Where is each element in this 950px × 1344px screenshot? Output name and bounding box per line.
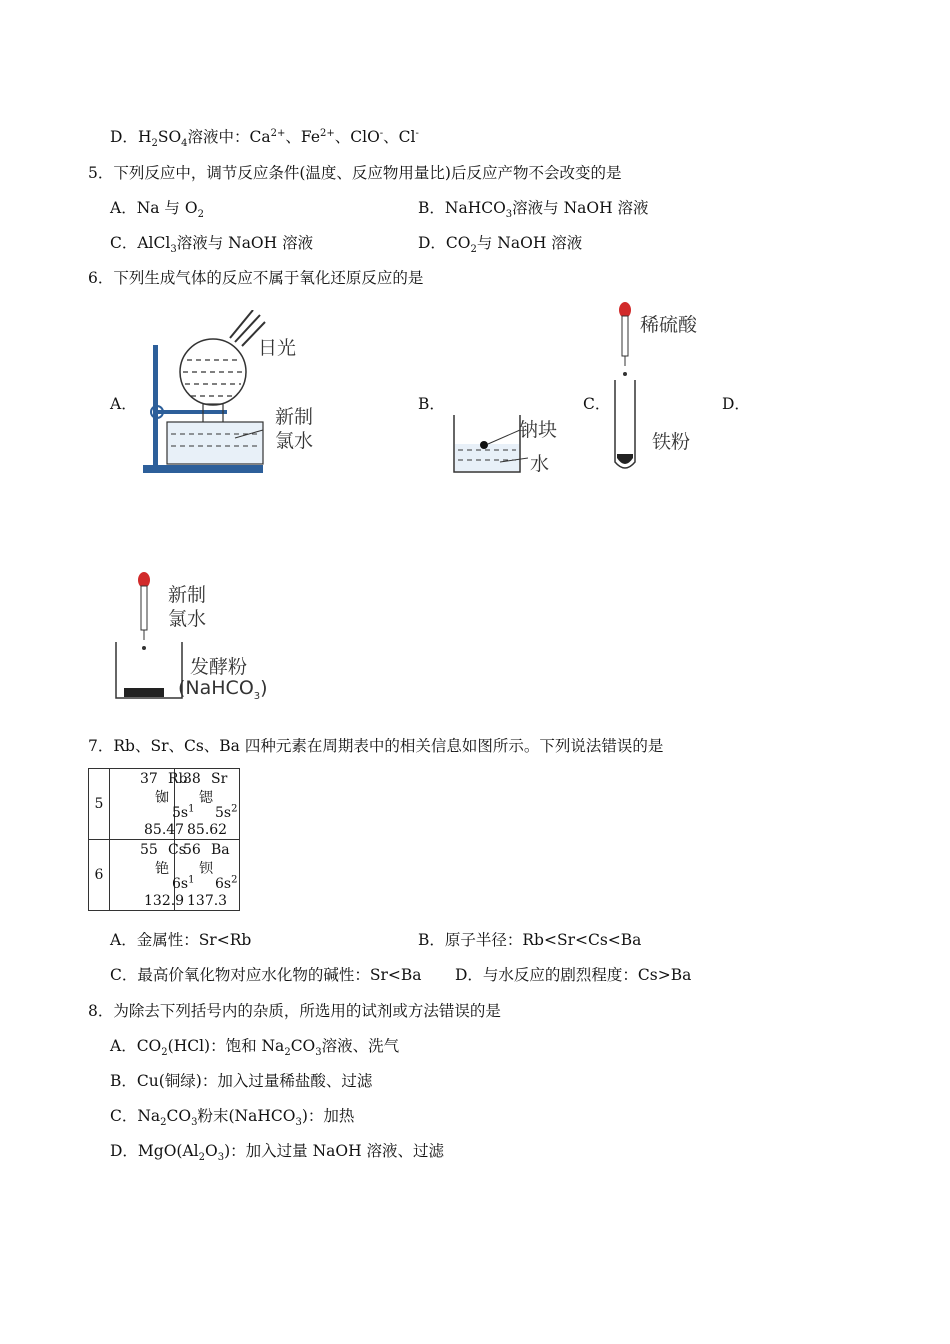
element-cell-ba: 56 Ba 钡 $6s^2$ 137.3: [175, 840, 240, 911]
label-chlorine-water-a2: 氯水: [275, 430, 314, 452]
label-water: 水: [530, 453, 550, 475]
q7-option-c: C．最高价氧化物对应水化物的碱性：Sr<Ba: [110, 966, 422, 984]
q8-stem: 8．为除去下列括号内的杂质，所选用的试剂或方法错误的是: [88, 1002, 501, 1020]
label-baking-powder: 发酵粉: [190, 656, 248, 678]
q7-option-d: D．与水反应的剧烈程度：Cs>Ba: [455, 966, 692, 984]
q6-stem: 6．下列生成气体的反应不属于氧化还原反应的是: [88, 269, 424, 287]
label-chlorine-water-d2: 氯水: [168, 608, 207, 630]
q7-option-b: B．原子半径：Rb<Sr<Cs<Ba: [418, 931, 642, 949]
label-chlorine-water-a1: 新制: [275, 406, 314, 428]
label-dilute-sulfuric-acid: 稀硫酸: [640, 314, 698, 336]
label-sunlight: 日光: [258, 337, 297, 359]
q8-option-d: D．$MgO(Al_2O_3)$：加入过量 NaOH 溶液、过滤: [110, 1142, 445, 1164]
q5-option-b: B．NaHCO$_3$溶液与 NaOH 溶液: [418, 199, 649, 221]
q5-option-a: A．Na 与 $O_2$: [110, 199, 204, 221]
label-nahco3: (NaHCO$_3$): [178, 677, 268, 702]
element-cell-sr: 38 Sr 锶 $5s^2$ 85.62: [175, 769, 240, 840]
label-iron-powder: 铁粉: [652, 431, 691, 453]
q8-option-c: C．$Na_2CO_3$粉末(NaHCO$_3$)：加热: [110, 1107, 355, 1129]
q5-option-d: D．$CO_2$与 NaOH 溶液: [418, 234, 583, 256]
figure-b-beaker: [448, 410, 528, 480]
q6-letter-b: B．: [418, 395, 445, 413]
period-label: 5: [89, 769, 110, 840]
periodic-table-excerpt: [88, 768, 240, 911]
element-cell-cs: 55 Cs 铯 $6s^1$ 132.9: [110, 840, 175, 911]
q6-letter-a: A．: [110, 395, 137, 413]
q6-letter-d: D．: [722, 395, 750, 413]
q7-stem: 7．Rb、Sr、Cs、Ba 四种元素在周期表中的相关信息如图所示。下列说法错误的是: [88, 737, 664, 755]
q5-stem: 5．下列反应中，调节反应条件(温度、反应物用量比)后反应产物不会改变的是: [88, 164, 622, 182]
q6-letter-c: C．: [583, 395, 611, 413]
q4-option-d: D．$H_2SO_4$溶液中：$Ca^{2+}$、$Fe^{2+}$、ClO-、Cl-: [110, 127, 419, 150]
q5-option-c: C．AlCl$_3$溶液与 NaOH 溶液: [110, 234, 314, 256]
element-cell-rb: 37 Rb 铷 $5s^1$ 85.47: [110, 769, 175, 840]
period-label: 6: [89, 840, 110, 911]
q8-option-b: B．Cu(铜绿)：加入过量稀盐酸、过滤: [110, 1072, 373, 1090]
figure-a-apparatus: [135, 310, 275, 480]
q7-option-a: A．金属性：Sr<Rb: [110, 931, 252, 949]
label-chlorine-water-d1: 新制: [168, 584, 207, 606]
q8-option-a: A．$CO_2(HCl)$：饱和 $Na_2CO_3$溶液、洗气: [110, 1037, 400, 1059]
label-sodium: 钠块: [519, 419, 558, 441]
